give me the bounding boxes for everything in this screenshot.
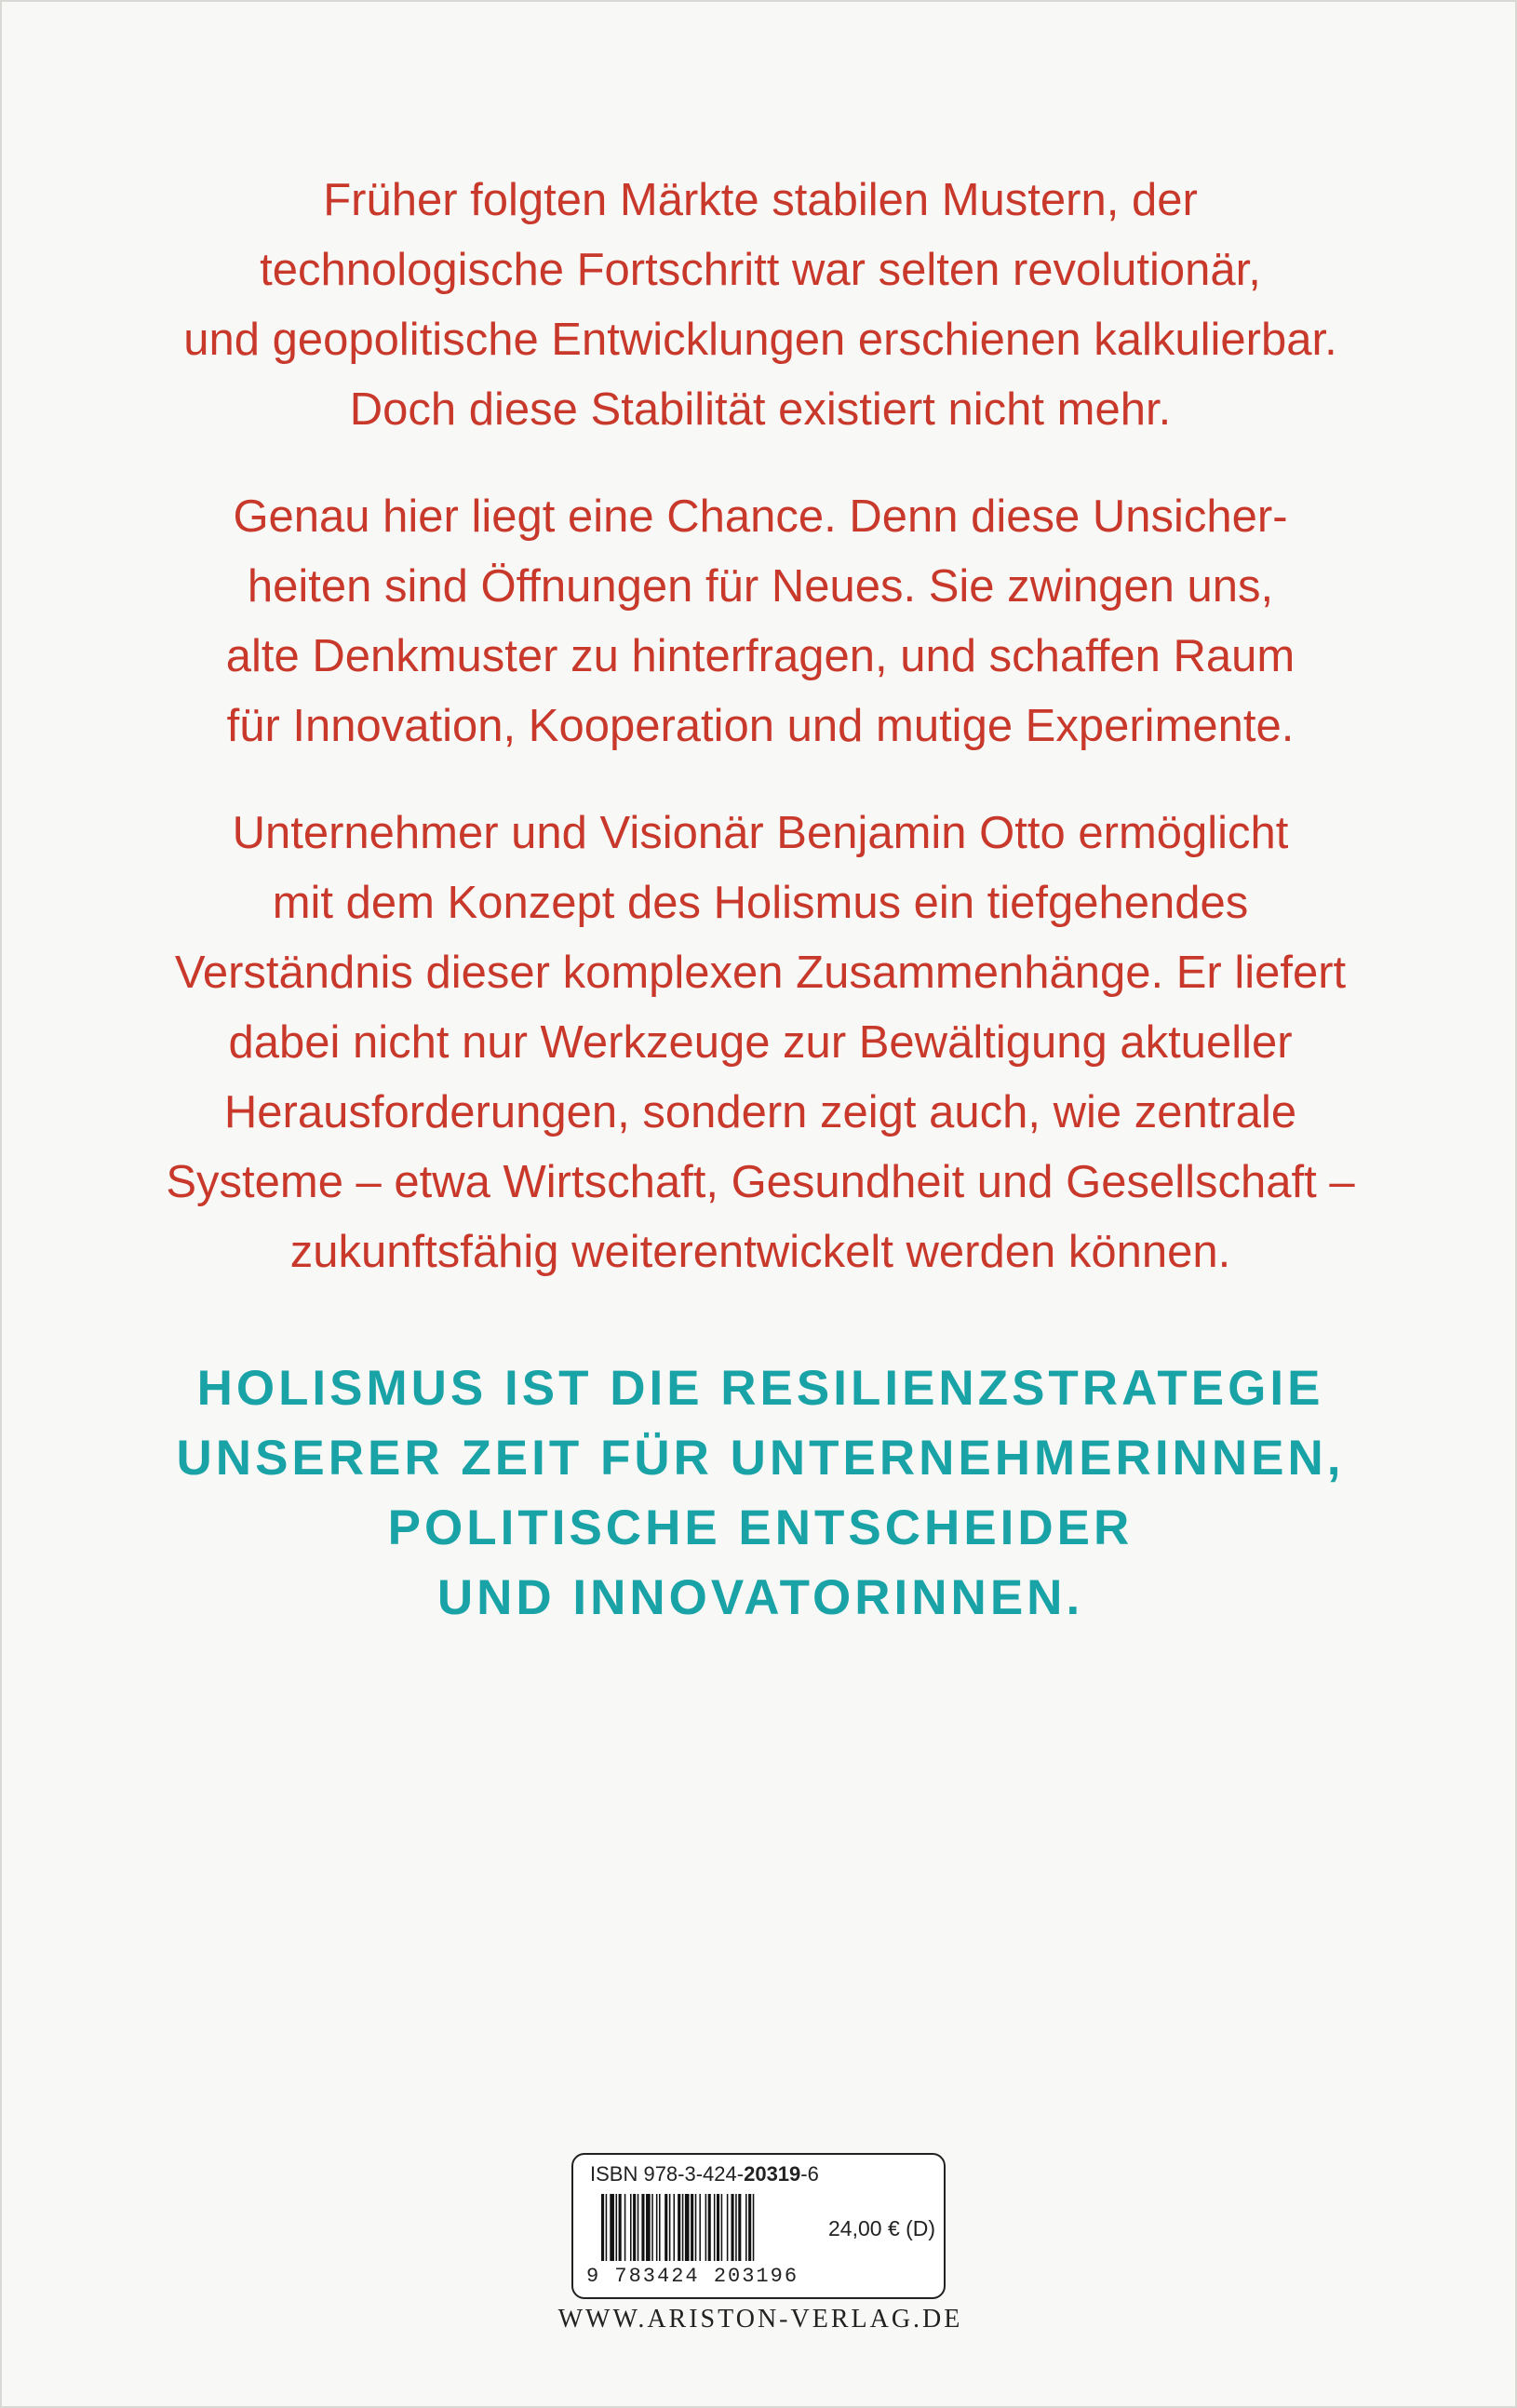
isbn-bold-part: 20319 xyxy=(744,2162,801,2186)
isbn-barcode-box xyxy=(571,2153,946,2299)
isbn-label xyxy=(590,2162,819,2186)
blurb-line: Unternehmer und Visionär Benjamin Otto ermöglicht xyxy=(232,808,1289,858)
blurb-line: Herausforderungen, sondern zeigt auch, wie zentrale xyxy=(223,1087,1297,1137)
barcode-bars xyxy=(601,2194,806,2261)
price-label: 24,00 € (D) xyxy=(828,2216,936,2240)
publisher-website: WWW.ARISTON-VERLAG.DE xyxy=(557,2305,963,2334)
blurb-line: mit dem Konzept des Holismus ein tiefgehendes xyxy=(272,878,1249,928)
claim-line: HOLISMUS IST DIE RESILIENZSTRATEGIE xyxy=(196,1361,1324,1416)
blurb-line: für Innovation, Kooperation und mutige Experimente. xyxy=(226,701,1295,751)
claim-line: POLITISCHE ENTSCHEIDER xyxy=(387,1500,1134,1555)
blurb-line: Früher folgten Märkte stabilen Mustern, der xyxy=(323,175,1198,225)
claim-line: UNSERER ZEIT FÜR UNTERNEHMERINNEN, xyxy=(176,1431,1345,1486)
blurb-line: zukunftsfähig weiterentwickelt werden können. xyxy=(289,1227,1231,1277)
blurb-paragraph-2 xyxy=(2,482,1517,761)
blurb-line: Verständnis dieser komplexen Zusammenhänge. Er liefert xyxy=(174,948,1347,998)
blurb-line: heiten sind Öffnungen für Neues. Sie zwingen uns, xyxy=(247,561,1274,612)
blurb-line: Genau hier liegt eine Chance. Denn diese Unsicher- xyxy=(233,491,1288,542)
blurb-line: alte Denkmuster zu hinterfragen, und schaffen Raum xyxy=(225,631,1295,681)
barcode-digits: 9 783424 203196 xyxy=(586,2265,799,2288)
blurb-line: technologische Fortschritt war selten revolutionär, xyxy=(260,245,1261,295)
claim-line: UND INNOVATORINNEN. xyxy=(436,1570,1084,1625)
blurb-paragraph-1 xyxy=(2,166,1517,445)
blurb-line: und geopolitische Entwicklungen erschienen kalkulierbar. xyxy=(183,315,1337,365)
blurb-line: Doch diese Stabilität existiert nicht mehr. xyxy=(349,384,1172,435)
blurb-line: Systeme – etwa Wirtschaft, Gesundheit und Gesellschaft – xyxy=(166,1157,1355,1207)
tagline-claim xyxy=(2,1353,1517,1633)
blurb-paragraph-3 xyxy=(2,799,1517,1287)
blurb-line: dabei nicht nur Werkzeuge zur Bewältigung aktueller xyxy=(228,1017,1293,1068)
isbn-suffix: -6 xyxy=(800,2162,819,2186)
isbn-prefix: ISBN 978-3-424- xyxy=(590,2162,745,2186)
